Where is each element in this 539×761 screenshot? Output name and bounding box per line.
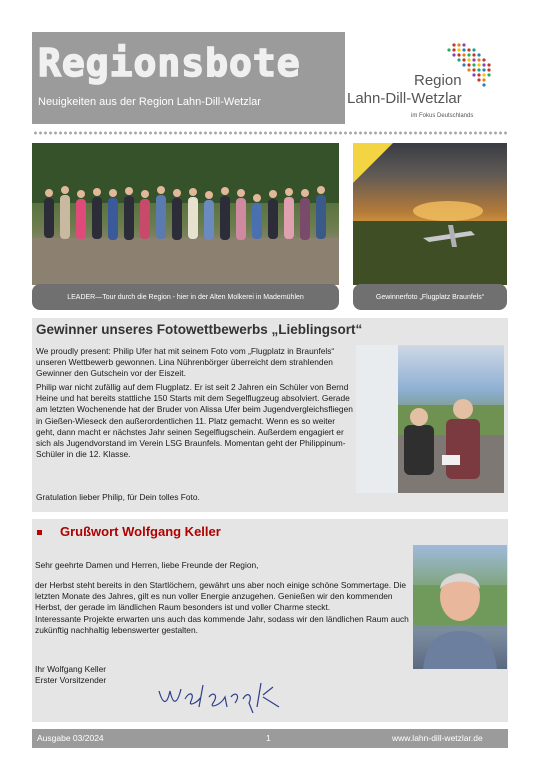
greeting-body: [35, 580, 413, 636]
portrait-illustration: [413, 545, 507, 669]
winner-people-illustration: [356, 345, 504, 493]
greeting-heading: Grußwort Wolfgang Keller: [60, 524, 221, 539]
contest-heading: Gewinner unseres Fotowettbewerbs „Lieblingsort“: [36, 322, 363, 337]
issue-number: Ausgabe 03/2024: [37, 733, 104, 743]
greeting-body-paragraph-1: der Herbst steht bereits in den Startlöchern, gewährt uns aber noch einige schöne Sommertage. Die letzten Monate des Jahres, gilt es nun voller Energie anzugehen. Genießen wir den kommenden Herbst, der gerade im ländlichen Raum besonders ist und voller Charme steckt.: [35, 580, 407, 613]
winner-photo: [356, 345, 504, 493]
group-photo: [32, 143, 339, 285]
photo-caption-right: Gewinnerfoto „Flugplatz Braunfels“: [353, 284, 507, 310]
airfield-sunset-illustration: [353, 143, 507, 285]
newsletter-title: Regionsbote: [38, 41, 301, 85]
logo-text-district: Lahn-Dill-Wetzlar: [347, 90, 462, 107]
logo-tagline: im Fokus Deutschlands: [411, 113, 474, 119]
contest-paragraph-3: Gratulation lieber Philip, für Dein tolles Foto.: [36, 492, 200, 502]
portrait-photo: [413, 545, 507, 669]
greeting-body-paragraph-2: Interessante Projekte erwarten uns auch das kommende Jahr, sodass wir den ländlichen Raum auch zukünftig nachhaltig lebenswerter gestalten.: [35, 613, 409, 635]
handwritten-signature: [155, 677, 300, 713]
airfield-photo: [353, 143, 507, 285]
dotted-divider: [33, 131, 507, 135]
contest-paragraph-2: Philip war nicht zufällig auf dem Flugplatz. Er ist seit 2 Jahren ein Schüler von Bernd Heine und hat bereits stattliche 150 Starts mit dem Segelflugzeug absolviert. Gerade am letzten Wochenende hat der Bruder von Alissa Ufer beim Jugendvergleichsfliegen in Gießen-Wieseck den außerordentlichen 11. Platz gemacht. Wenn es so weiter geht, dann macht er nächstes Jahr seinen Segelflugschein. Außerdem engagiert er sich als Jugendvorstand im Verein LSG Braunfels. Momentan geht der Philippinum-Schüler in die 12. Klasse.: [36, 382, 353, 460]
greeting-salutation: Sehr geehrte Damen und Herren, liebe Freunde der Region,: [35, 560, 259, 570]
photo-caption-left: LEADER—Tour durch die Region - hier in der Alten Molkerei in Mademühlen: [32, 284, 339, 310]
contest-paragraph-1: We proudly present: Philip Ufer hat mit seinem Foto vom „Flugplatz in Braunfels“ unseren Wettbewerb gewonnen. Lina Nührenbörger überreicht dem strahlenden Gewinner den Gutschein vor der Eiszeit.: [36, 346, 335, 379]
square-bullet-icon: [37, 530, 42, 535]
website-link[interactable]: www.lahn-dill-wetzlar.de: [392, 733, 483, 743]
page-number: 1: [266, 733, 271, 743]
group-people-illustration: [32, 143, 339, 285]
newsletter-subtitle: Neuigkeiten aus der Region Lahn-Dill-Wetzlar: [38, 96, 261, 108]
closing-role: Erster Vorsitzender: [35, 675, 107, 686]
closing-name: Ihr Wolfgang Keller: [35, 664, 107, 674]
logo-text-region: Region: [414, 72, 462, 89]
